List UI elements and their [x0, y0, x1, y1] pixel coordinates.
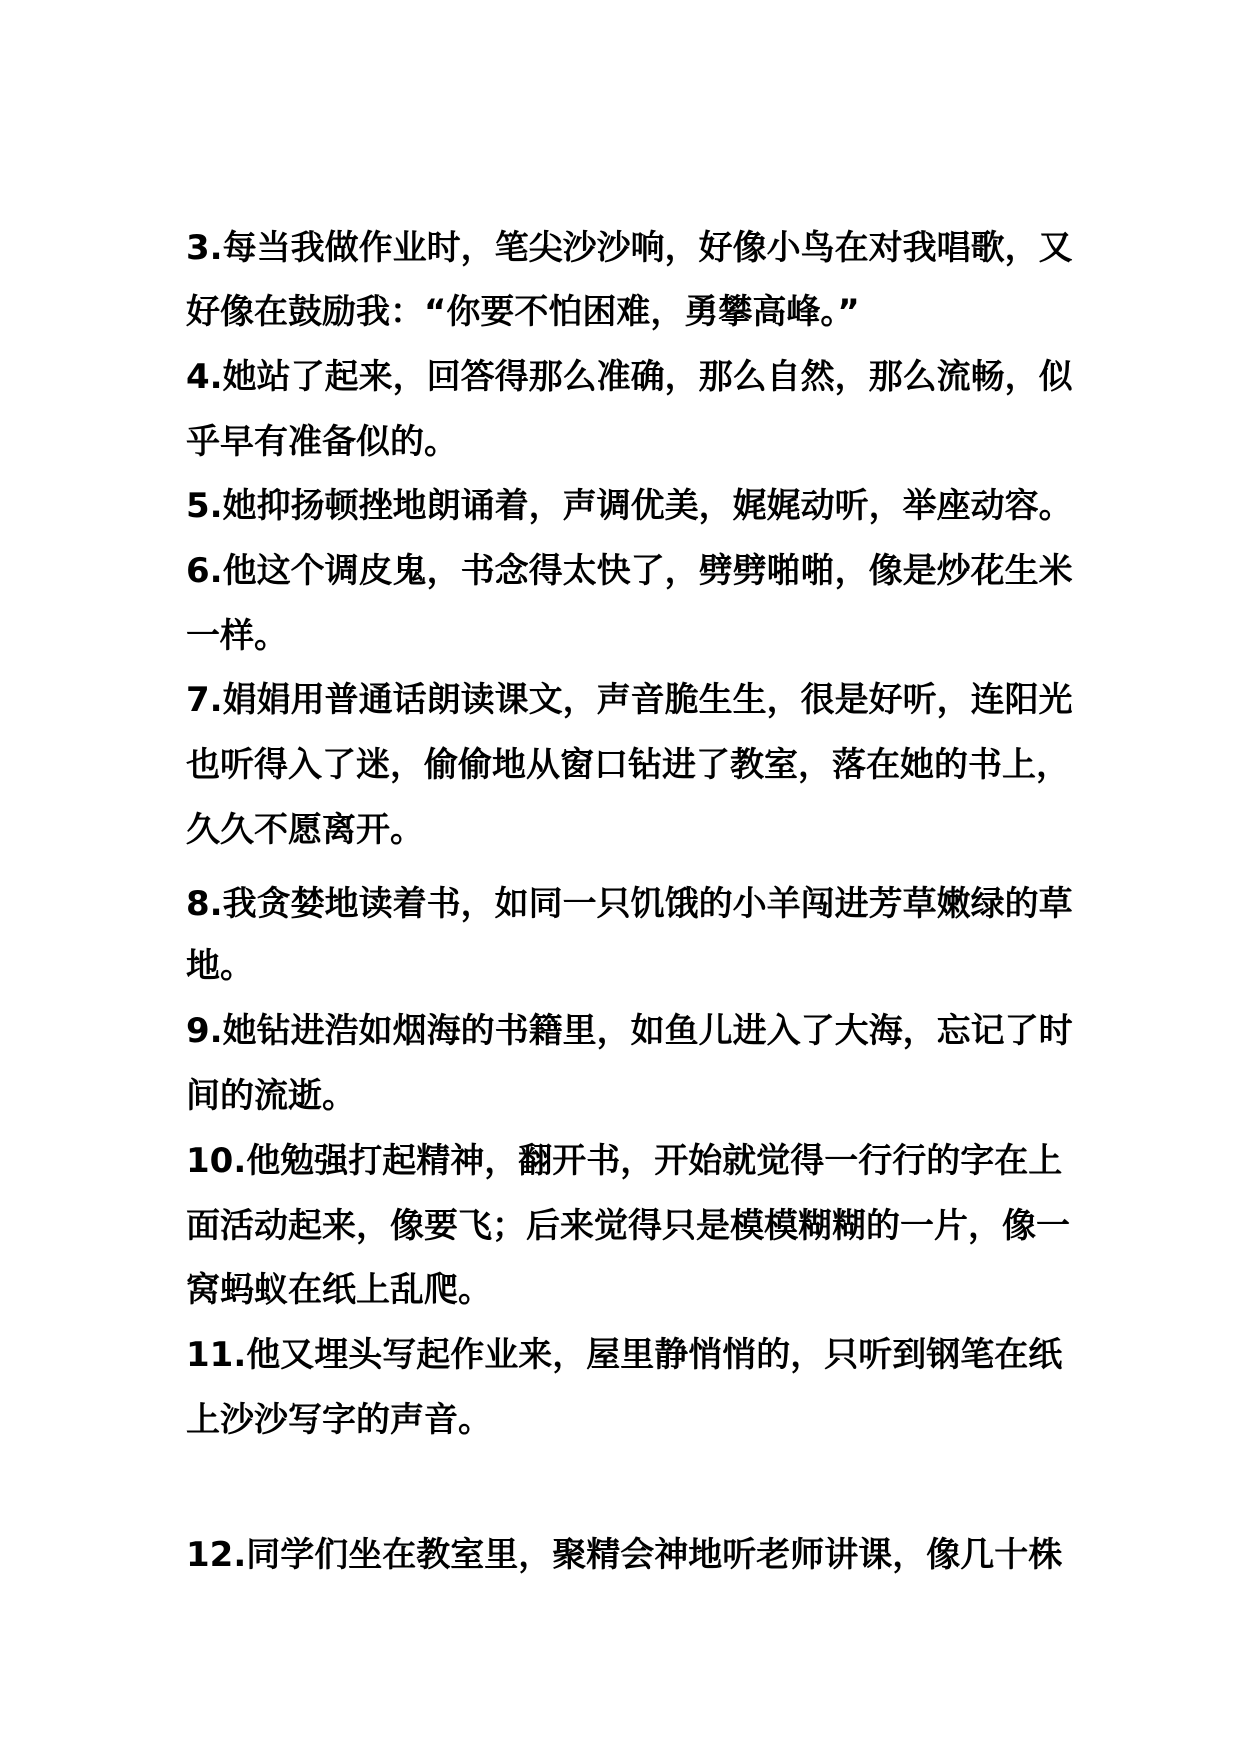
text-line-item-5: 5.她抑扬顿挫地朗诵着，声调优美，娓娓动听，举座动容。: [186, 486, 1073, 526]
text-line-item-4: 4.她站了起来，回答得那么准确，那么自然，那么流畅，似: [186, 357, 1073, 397]
text-line-item-11: 11.他又埋头写起作业来，屋里静悄悄的，只听到钢笔在纸: [186, 1335, 1063, 1375]
text-line-item-9: 9.她钻进浩如烟海的书籍里，如鱼儿进入了大海，忘记了时: [186, 1011, 1073, 1051]
text-line-item-3: 好像在鼓励我：“你要不怕困难，勇攀高峰。”: [186, 292, 860, 332]
text-line-item-6: 6.他这个调皮鬼，书念得太快了，劈劈啪啪，像是炒花生米: [186, 551, 1073, 591]
text-line-item-10: 面活动起来，像要飞；后来觉得只是模模糊糊的一片，像一: [186, 1206, 1070, 1246]
text-line-item-7: 7.娟娟用普通话朗读课文，声音脆生生，很是好听，连阳光: [186, 680, 1073, 720]
text-line-item-12: 12.同学们坐在教室里，聚精会神地听老师讲课，像几十株: [186, 1535, 1063, 1575]
text-line-item-7: 也听得入了迷，偷偷地从窗口钻进了教室，落在她的书上，: [186, 745, 1070, 785]
text-line-item-3: 3.每当我做作业时，笔尖沙沙响，好像小鸟在对我唱歌，又: [186, 228, 1073, 268]
text-line-item-10: 窝蚂蚁在纸上乱爬。: [186, 1270, 492, 1310]
text-line-item-8: 地。: [186, 946, 254, 986]
text-line-item-10: 10.他勉强打起精神，翻开书，开始就觉得一行行的字在上: [186, 1141, 1063, 1181]
text-line-item-7: 久久不愿离开。: [186, 810, 424, 850]
text-line-item-4: 乎早有准备似的。: [186, 422, 458, 462]
text-line-item-11: 上沙沙写字的声音。: [186, 1400, 492, 1440]
text-line-item-6: 一样。: [186, 616, 288, 656]
text-line-item-8: 8.我贪婪地读着书，如同一只饥饿的小羊闯进芳草嫩绿的草: [186, 884, 1073, 924]
text-line-item-9: 间的流逝。: [186, 1076, 356, 1116]
